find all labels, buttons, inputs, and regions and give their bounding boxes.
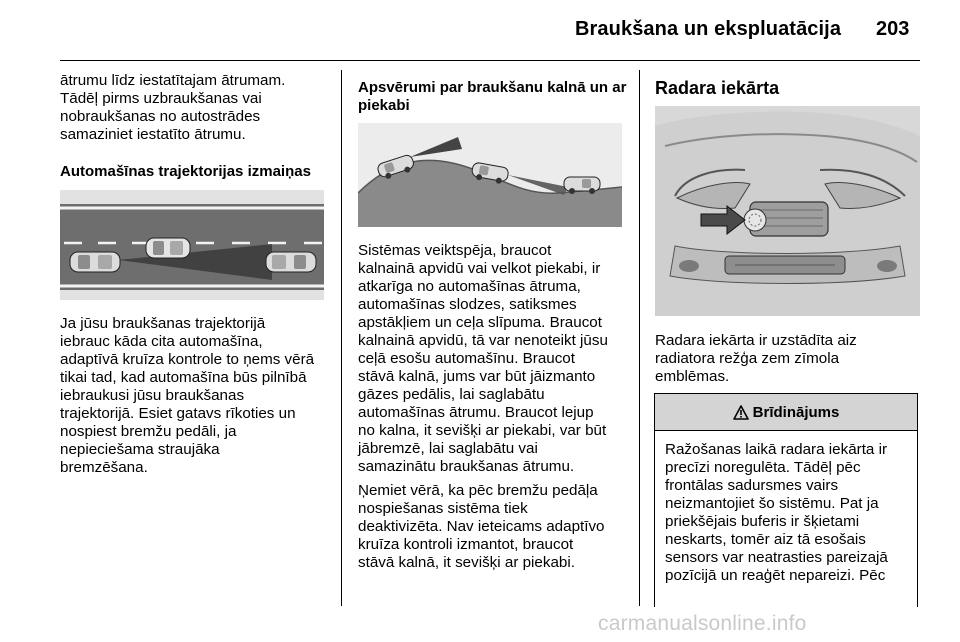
text-line: atkarīga no automašīnas ātruma, [358, 278, 581, 295]
trajectory-paragraph [60, 315, 314, 477]
text-line: no kalna, it sevišķi ar piekabi, var būt [358, 422, 607, 439]
text-line: ātrumu līdz iestatītajam ātrumam. [60, 72, 286, 89]
warning-triangle-icon [733, 405, 749, 420]
text-line: nospiest bremžu pedāli, ja [60, 423, 237, 440]
text-line: Sistēmas veiktspēja, braucot [358, 242, 552, 259]
text-line: neskarts, tomēr aiz tā esošais [665, 531, 866, 548]
text-line: neizmantojiet šo sistēmu. Pat ja [665, 495, 879, 512]
text-line: automašīnas slodzes, satiksmes [358, 296, 577, 313]
subheading-hills-trailer [358, 79, 626, 115]
text-line: iebraukusi jūsu braukšanas [60, 387, 245, 404]
text-line: frontālas sadursmes vairs [665, 477, 839, 494]
subheading-text: Apsvērumi par braukšanu kalnā un ar [358, 79, 627, 96]
text-line: stāvā kalnā, it sevišķi ar piekabi. [358, 554, 575, 571]
warning-text [665, 441, 888, 585]
intro-paragraph [60, 72, 285, 144]
hills-paragraph-1 [358, 242, 608, 476]
text-line: sensors var neatrasties pareizajā [665, 549, 888, 566]
text-line: iebrauc kāda cita automašīna, [60, 333, 263, 350]
text-line: kalnainā apvidū, tā var nenoteikt jūsu [358, 332, 608, 349]
radar-location-illustration-svg [655, 106, 920, 316]
section-title-radar: Radara iekārta [655, 78, 780, 98]
text-line: trajektorijā. Esiet gatavs rīkoties un [60, 405, 296, 422]
text-line: ceļā esošu automašīnu. Braucot [358, 350, 575, 367]
text-line: stāvā kalnā, jums var būt jāizmanto [358, 368, 596, 385]
text-line: samazinātu braukšanas ātrumu. [358, 458, 575, 475]
text-line: Tādēļ pirms uzbraukšanas vai [60, 90, 262, 107]
text-line: Ņemiet vērā, ka pēc bremžu pedāļa [358, 482, 598, 499]
page-number: 203 [876, 18, 910, 40]
hill-driving-illustration [358, 123, 622, 232]
hill-driving-illustration-svg [358, 123, 622, 227]
text-line: radiatora režģa zem zīmola [655, 350, 840, 367]
column-divider-left [341, 70, 342, 606]
site-watermark: carmanualsonline.info [598, 612, 807, 635]
text-line: Ražošanas laikā radara iekārta ir [665, 441, 888, 458]
column-divider-right [639, 70, 640, 606]
text-line: Ja jūsu braukšanas trajektorijā [60, 315, 266, 332]
text-line: nobraukšanas no autostrādes [60, 108, 261, 125]
text-line: deaktivizēta. Nav ieteicams adaptīvo [358, 518, 605, 535]
radar-paragraph [655, 332, 857, 386]
text-line: precīzi noregulēta. Tādēļ pēc [665, 459, 861, 476]
text-line: nepieciešama straujāka [60, 441, 220, 458]
warning-header [655, 394, 917, 431]
text-line: nospiešanas sistēma tiek [358, 500, 528, 517]
subheading-text: Automašīnas trajektorijas izmaiņas [60, 163, 311, 180]
warning-title: Brīdinājums [752, 403, 840, 421]
text-line: Radara iekārta ir uzstādīta aiz [655, 332, 857, 349]
header-rule [60, 60, 920, 61]
hills-paragraph-2 [358, 482, 605, 572]
text-line: priekšējais buferis ir šķietami [665, 513, 860, 530]
text-line: bremzēšana. [60, 459, 148, 476]
page-header-title: Braukšana un ekspluatācija [575, 18, 842, 40]
text-line: kruīza kontroli izmantot, braucot [358, 536, 574, 553]
text-line: pozīcijā un reaģēt nepareizi. Pēc [665, 567, 886, 584]
lane-change-illustration-svg [60, 190, 324, 300]
warning-box [654, 393, 918, 607]
text-line: tikai tad, kad automašīna būs pilnībā [60, 369, 307, 386]
text-line: samaziniet iestatīto ātrumu. [60, 126, 246, 143]
subheading-text: piekabi [358, 97, 410, 114]
text-line: apstākļiem un ceļa slīpuma. Braucot [358, 314, 602, 331]
radar-location-illustration [655, 106, 920, 321]
subheading-trajectory [60, 163, 311, 181]
text-line: automašīnas ātrumu. Braucot lejup [358, 404, 594, 421]
text-line: adaptīvā kruīza kontrole to ņems vērā [60, 351, 315, 368]
text-line: kalnainā apvidū vai velkot piekabi, ir [358, 260, 601, 277]
text-line: gāzes pedālis, lai saglabātu [358, 386, 545, 403]
text-line: emblēmas. [655, 368, 730, 385]
lane-change-illustration [60, 190, 324, 305]
text-line: jābremzē, lai saglabātu vai [358, 440, 538, 457]
